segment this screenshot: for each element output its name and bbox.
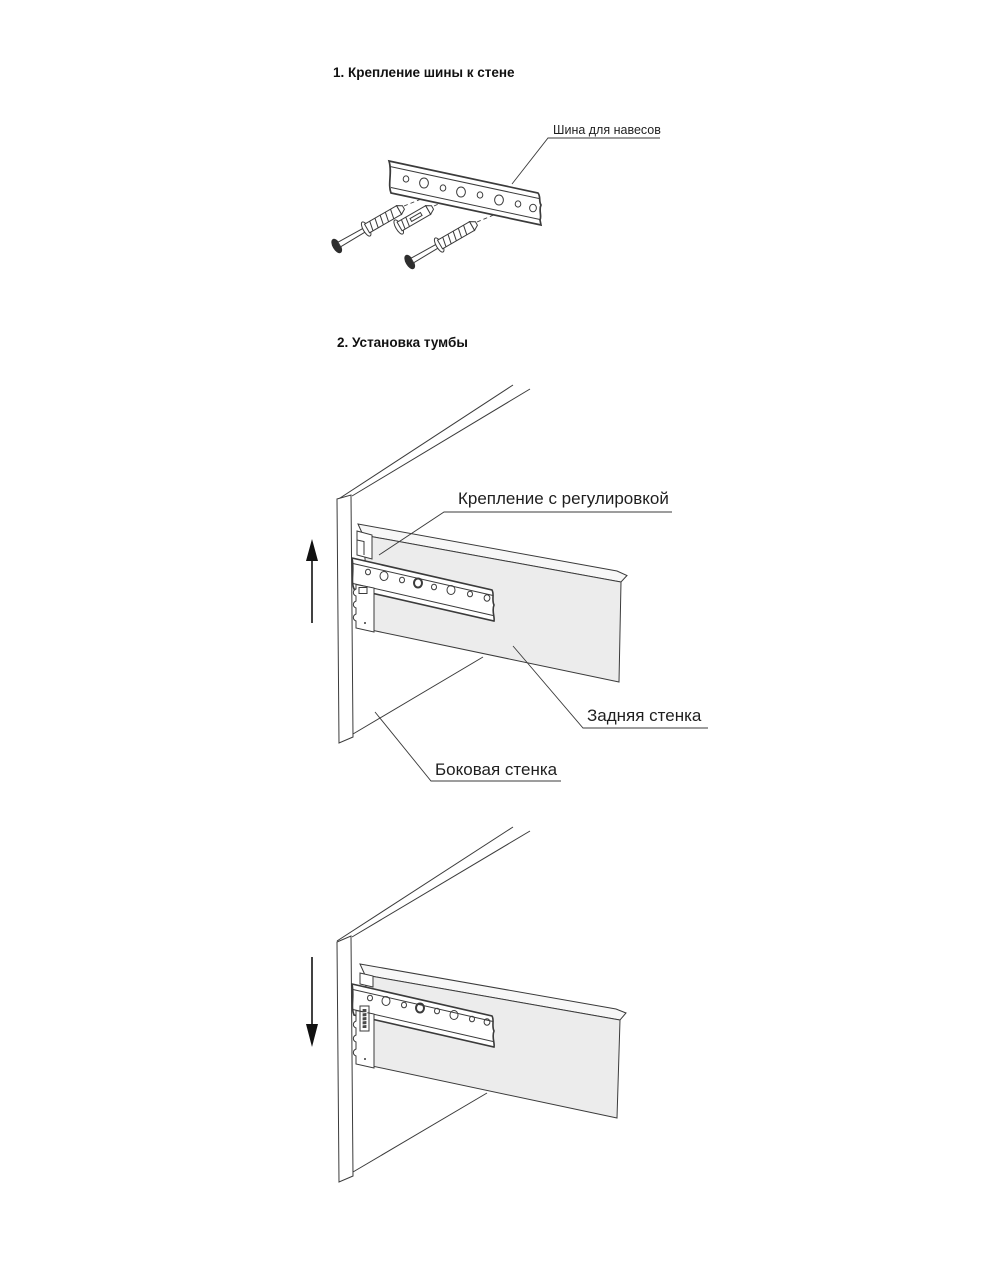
bracket-label: Крепление с регулировкой <box>458 489 669 508</box>
rail-mounting-diagram <box>330 103 682 280</box>
cabinet-install-up-diagram <box>295 378 745 790</box>
side-wall-bottom-edge <box>353 1093 487 1172</box>
rail-label: Шина для навесов <box>553 123 661 137</box>
rail-label-leader <box>512 138 660 184</box>
up-arrow-icon <box>306 539 318 623</box>
step1-heading: 1. Крепление шины к стене <box>333 65 515 80</box>
screw-with-dowel <box>403 217 481 271</box>
side-wall-label: Боковая стенка <box>435 760 558 779</box>
step2-heading: 2. Установка тумбы <box>337 335 468 350</box>
down-arrow-icon <box>306 957 318 1047</box>
cabinet-install-down-diagram <box>295 818 745 1232</box>
side-wall-bottom-edge <box>353 657 483 734</box>
back-wall-label: Задняя стенка <box>587 706 702 725</box>
